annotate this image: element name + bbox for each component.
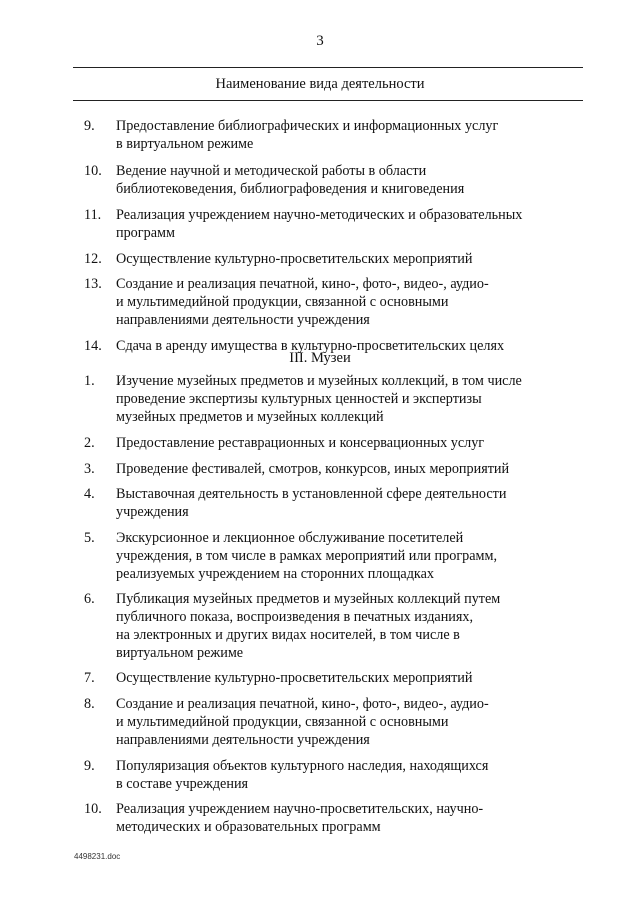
item-number: 3. [84,461,95,477]
list-item [84,757,584,793]
item-text: Осуществление культурно-просветительских мероприятий [116,251,473,267]
list-item [84,206,584,242]
list-item [84,485,584,521]
list-item [84,162,584,198]
item-number: 10. [84,801,102,817]
item-text: Реализация учреждением научно-просветительских, научно- методических и образовательных программ [116,801,484,835]
item-text: Экскурсионное и лекционное обслуживание посетителей учреждения, в том числе в рамках мероприятий или программ, реализуемых учреждением на сторонних площадках [116,530,498,582]
item-number: 14. [84,338,102,354]
header-top-rule [73,67,583,68]
item-text: Проведение фестивалей, смотров, конкурсов, иных мероприятий [116,461,510,477]
item-text: Ведение научной и методической работы в области библиотековедения, библиографоведения и книговедения [116,163,465,197]
section-title-museums: III. Музеи [289,350,351,366]
item-number: 12. [84,251,102,267]
header-bottom-rule [73,100,583,101]
item-text: Создание и реализация печатной, кино-, фото-, видео-, аудио- и мультимедийной продукции, связанной с основными направлениями деятельности учреждения [116,696,489,748]
list-item [84,275,584,329]
item-text: Изучение музейных предметов и музейных коллекций, в том числе проведение экспертизы культурных ценностей и экспертизы музейных предметов и музейных коллекций [116,373,522,425]
item-number: 9. [84,758,95,774]
item-text: Предоставление библиографических и информационных услуг в виртуальном режиме [116,118,499,152]
item-number: 6. [84,591,95,607]
list-item [84,250,584,268]
list-item [84,590,584,662]
item-number: 13. [84,276,102,292]
column-header: Наименование вида деятельности [215,76,425,92]
document-filename: 4498231.doc [74,852,121,861]
page-number: 3 [316,33,324,49]
item-number: 10. [84,163,102,179]
item-number: 7. [84,670,95,686]
item-number: 4. [84,486,95,502]
list-item [84,669,584,687]
item-number: 8. [84,696,95,712]
list-item [84,695,584,749]
list-item [84,529,584,583]
list-item [84,117,584,153]
item-text: Сдача в аренду имущества в культурно-просветительских целях [116,338,505,354]
item-number: 9. [84,118,95,134]
item-text: Осуществление культурно-просветительских мероприятий [116,670,473,686]
museums-activity-list [84,372,584,836]
list-item [84,434,584,452]
list-item [84,460,584,478]
list-item [84,372,584,426]
item-number: 1. [84,373,95,389]
item-text: Выставочная деятельность в установленной сфере деятельности учреждения [116,486,507,520]
item-text: Публикация музейных предметов и музейных коллекций путем публичного показа, воспроизведения в печатных изданиях, на электронных и других видах носителей, в том числе в виртуальном режиме [116,591,501,661]
libraries-activity-list [84,117,584,355]
item-text: Реализация учреждением научно-методических и образовательных программ [116,207,523,241]
item-text: Предоставление реставрационных и консервационных услуг [116,435,485,451]
item-number: 5. [84,530,95,546]
item-number: 2. [84,435,95,451]
item-text: Популяризация объектов культурного наследия, находящихся в составе учреждения [116,758,489,792]
list-item [84,800,584,836]
item-text: Создание и реализация печатной, кино-, фото-, видео-, аудио- и мультимедийной продукции, связанной с основными направлениями деятельности учреждения [116,276,489,328]
item-number: 11. [84,207,102,223]
